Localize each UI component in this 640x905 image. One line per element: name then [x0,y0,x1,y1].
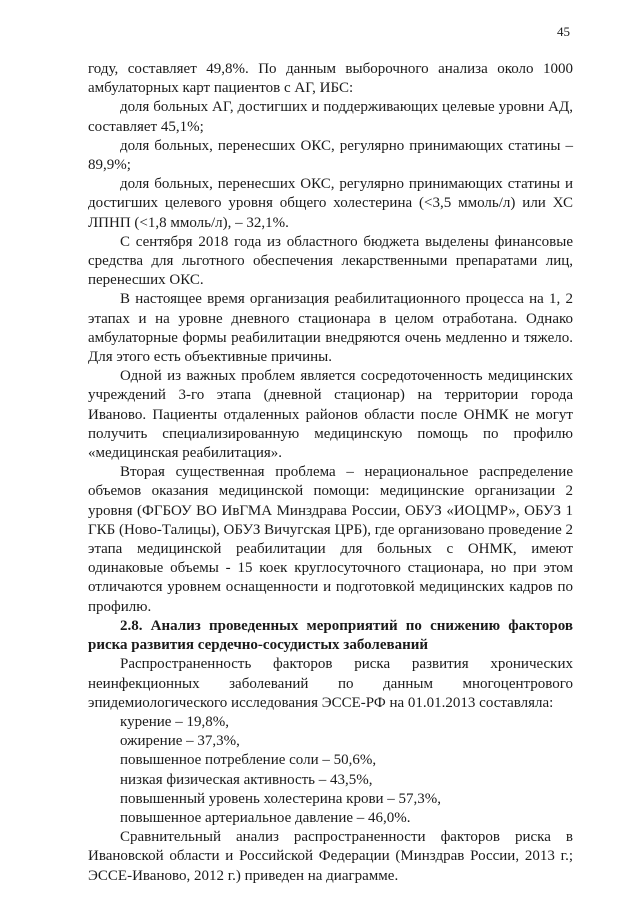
paragraph-ag-share: доля больных АГ, достигших и поддерживающих целевые уровни АД, составляет 45,1%; [88,99,573,135]
risk-factor-item: курение – 19,8%, [120,713,229,730]
page-number: 45 [557,24,570,39]
page-body [88,60,573,886]
section-heading: 2.8. Анализ проведенных мероприятий по снижению факторов риска развития сердечно-сосудистых заболеваний [88,617,573,654]
risk-factor-list [88,713,573,828]
paragraph-continued: году, составляет 49,8%. По данным выборочного анализа около 1000 амбулаторных карт пациентов с АГ, ИБС: [88,61,573,97]
paragraph-rehab-organization: В настоящее время организация реабилитационного процесса на 1, 2 этапах и на уровне дневного стационара в целом отработана. Однако амбулаторные формы реабилитации внедряются очень медленно и тяжело. Для этого есть объективные причины. [88,291,573,366]
paragraph-oks-cholesterol: доля больных, перенесших ОКС, регулярно принимающих статины и достигших целевого уровня общего холестерина (<3,5 ммоль/л) или ХС ЛПНП (<1,8 ммоль/л), – 32,1%. [88,176,573,231]
risk-factor-item: повышенное потребление соли – 50,6%, [120,752,377,769]
paragraph-prevalence-intro: Распространенность факторов риска развития хронических неинфекционных заболеваний по данным многоцентрового эпидемиологического исследования ЭССЕ-РФ на 01.01.2013 составляла: [88,656,573,711]
paragraph-problem-one: Одной из важных проблем является сосредоточенность медицинских учреждений 3-го этапа (дневной стационар) на территории города Иваново. Пациенты отдаленных районов области после ОНМК не могут получить специализированную медицинскую помощь по профилю «медицинская реабилитация». [88,368,573,462]
paragraph-budget: С сентября 2018 года из областного бюджета выделены финансовые средства для льготного обеспечения лекарственными препаратами лиц, перенесших ОКС. [88,233,573,289]
paragraph-problem-two: Вторая существенная проблема – нерациональное распределение объемов оказания медицинской помощи: медицинские организации 2 уровня (ФГБОУ ВО ИвГМА Минздрава России, ОБУЗ «ИОЦМР», ОБУЗ 1 ГКБ (Ново-Талицы), ОБУЗ Вичугская ЦРБ), где организовано проведение 2 этапа медицинской реабилитации для больных с ОНМК, имеют одинаковые объемы - 15 коек круглосуточного стационара, но при этом отличаются уровнем оснащенности и подготовкой медицинских кадров по профилю. [88,464,573,615]
risk-factor-item: низкая физическая активность – 43,5%, [120,771,373,788]
paragraph-comparison: Сравнительный анализ распространенности факторов риска в Ивановской области и Российской Федерации (Минздрав России, 2013 г.; ЭССЕ-Иваново, 2012 г.) приведен на диаграмме. [88,829,573,884]
paragraph-oks-statins: доля больных, перенесших ОКС, регулярно принимающих статины – 89,9%; [88,137,573,174]
risk-factor-item: повышенный уровень холестерина крови – 57,3%, [120,790,442,807]
risk-factor-item: повышенное артериальное давление – 46,0%. [120,809,411,826]
risk-factor-item: ожирение – 37,3%, [120,733,240,750]
